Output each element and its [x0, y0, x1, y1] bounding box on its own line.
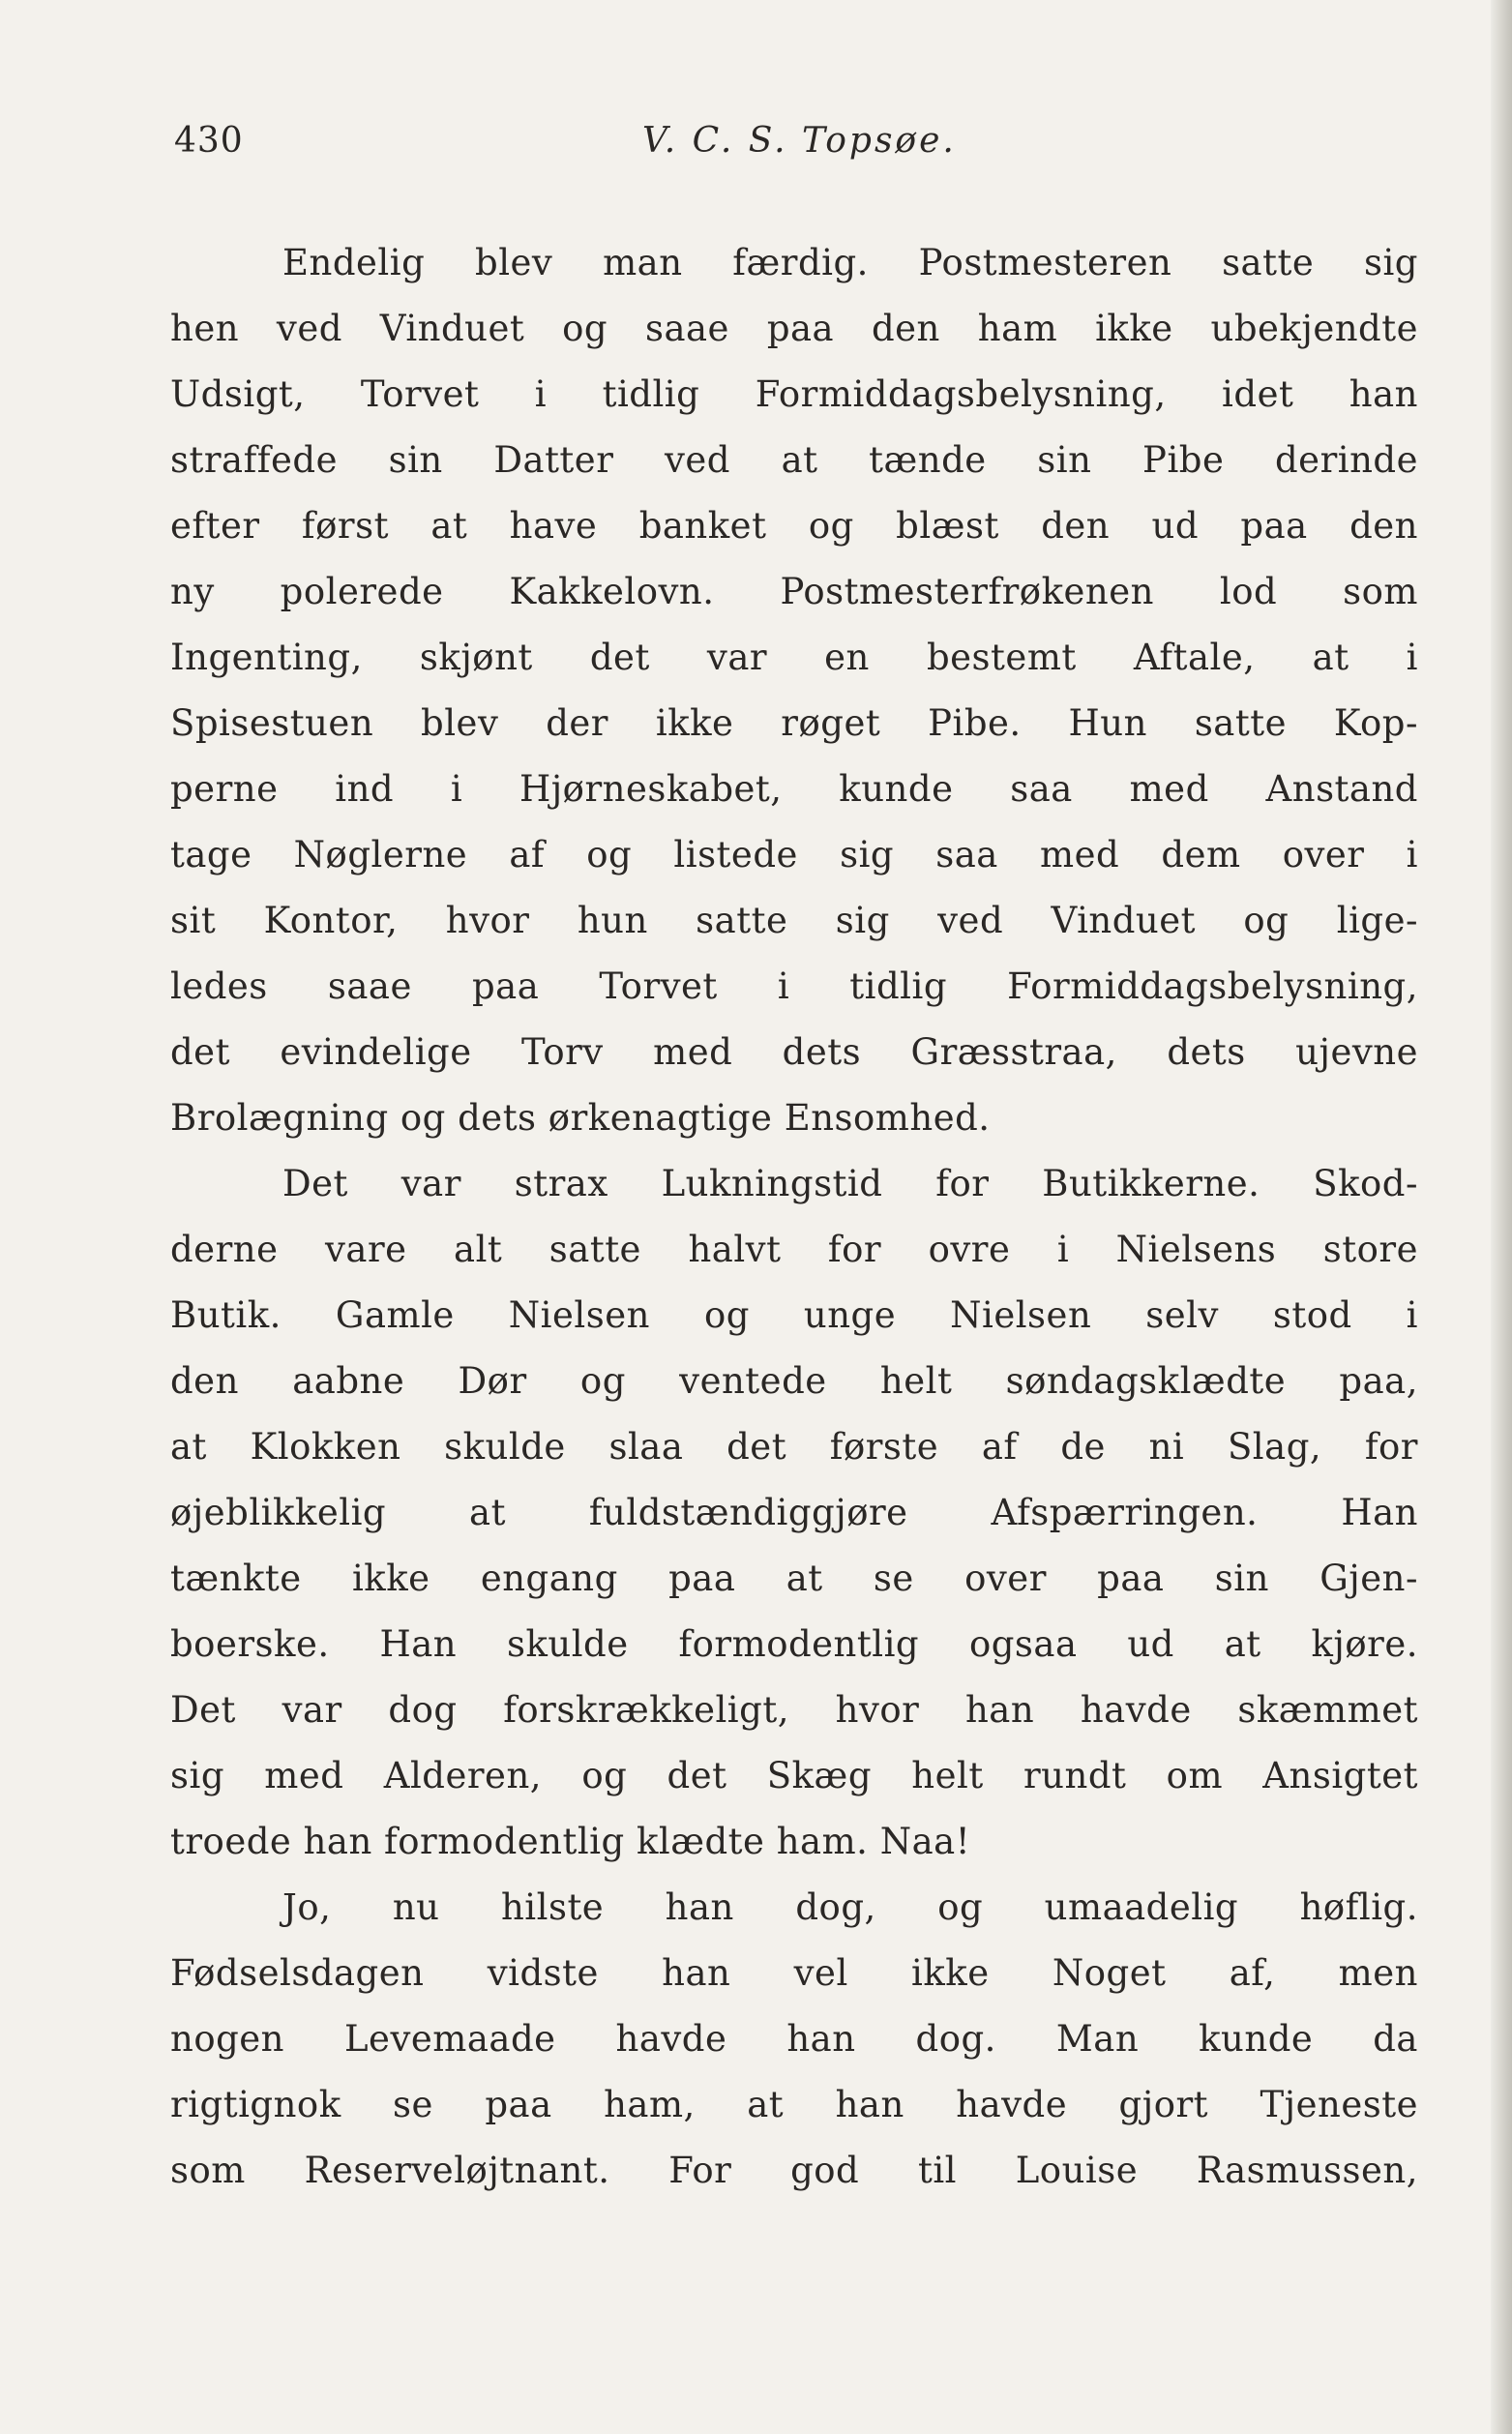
text-line: nogen Levemaade havde han dog. Man kunde da: [170, 2018, 1418, 2060]
text-line: sit Kontor, hvor hun satte sig ved Vinduet og lige-: [170, 900, 1418, 941]
text-line: Butik. Gamle Nielsen og unge Nielsen selv stod i: [170, 1294, 1418, 1336]
text-line: Det var strax Lukningstid for Butikkerne. Skod-: [282, 1163, 1418, 1204]
text-line: tage Nøglerne af og listede sig saa med dem over i: [170, 834, 1418, 876]
text-line: boerske. Han skulde formodentlig ogsaa ud at kjøre.: [170, 1623, 1418, 1665]
text-line: at Klokken skulde slaa det første af de ni Slag, for: [170, 1426, 1418, 1468]
text-line: som Reserveløjtnant. For god til Louise Rasmussen,: [170, 2150, 1418, 2191]
text-line: tænkte ikke engang paa at se over paa sin Gjen-: [170, 1558, 1418, 1599]
text-line: Ingenting, skjønt det var en bestemt Aftale, at i: [170, 637, 1418, 678]
body-text: [170, 230, 1418, 2204]
text-line: Spisestuen blev der ikke røget Pibe. Hun satte Kop-: [170, 702, 1418, 744]
page-edge: [1491, 0, 1512, 2434]
running-title: V. C. S. Topsøe.: [642, 121, 957, 161]
text-line: Endelig blev man færdig. Postmesteren satte sig: [282, 242, 1418, 283]
text-line: derne vare alt satte halvt for ovre i Nielsens store: [170, 1229, 1418, 1270]
text-line: troede han formodentlig klædte ham. Naa!: [170, 1821, 971, 1862]
text-line: sig med Alderen, og det Skæg helt rundt om Ansigtet: [170, 1755, 1418, 1796]
text-line: det evindelige Torv med dets Græsstraa, dets ujevne: [170, 1031, 1418, 1073]
text-line: Udsigt, Torvet i tidlig Formiddagsbelysning, idet han: [170, 373, 1418, 415]
text-line: Fødselsdagen vidste han vel ikke Noget af, men: [170, 1952, 1418, 1994]
text-line: Det var dog forskrækkeligt, hvor han havde skæmmet: [170, 1689, 1418, 1731]
text-line: hen ved Vinduet og saae paa den ham ikke ubekjendte: [170, 308, 1418, 349]
text-line: straffede sin Datter ved at tænde sin Pibe derinde: [170, 439, 1418, 481]
text-line: den aabne Dør og ventede helt søndagsklædte paa,: [170, 1360, 1418, 1402]
text-line: Jo, nu hilste han dog, og umaadelig høflig.: [282, 1886, 1418, 1928]
text-line: rigtignok se paa ham, at han havde gjort Tjeneste: [170, 2084, 1418, 2125]
text-line: øjeblikkelig at fuldstændiggjøre Afspærringen. Han: [170, 1492, 1418, 1533]
text-line: ny polerede Kakkelovn. Postmesterfrøkenen lod som: [170, 571, 1418, 612]
running-head: [170, 116, 1428, 174]
text-line: ledes saae paa Torvet i tidlig Formiddagsbelysning,: [170, 965, 1418, 1007]
text-line: Brolægning og dets ørkenagtige Ensomhed.: [170, 1097, 991, 1139]
text-line: perne ind i Hjørneskabet, kunde saa med Anstand: [170, 768, 1418, 810]
text-line: efter først at have banket og blæst den ud paa den: [170, 505, 1418, 547]
page-number: 430: [174, 121, 244, 161]
